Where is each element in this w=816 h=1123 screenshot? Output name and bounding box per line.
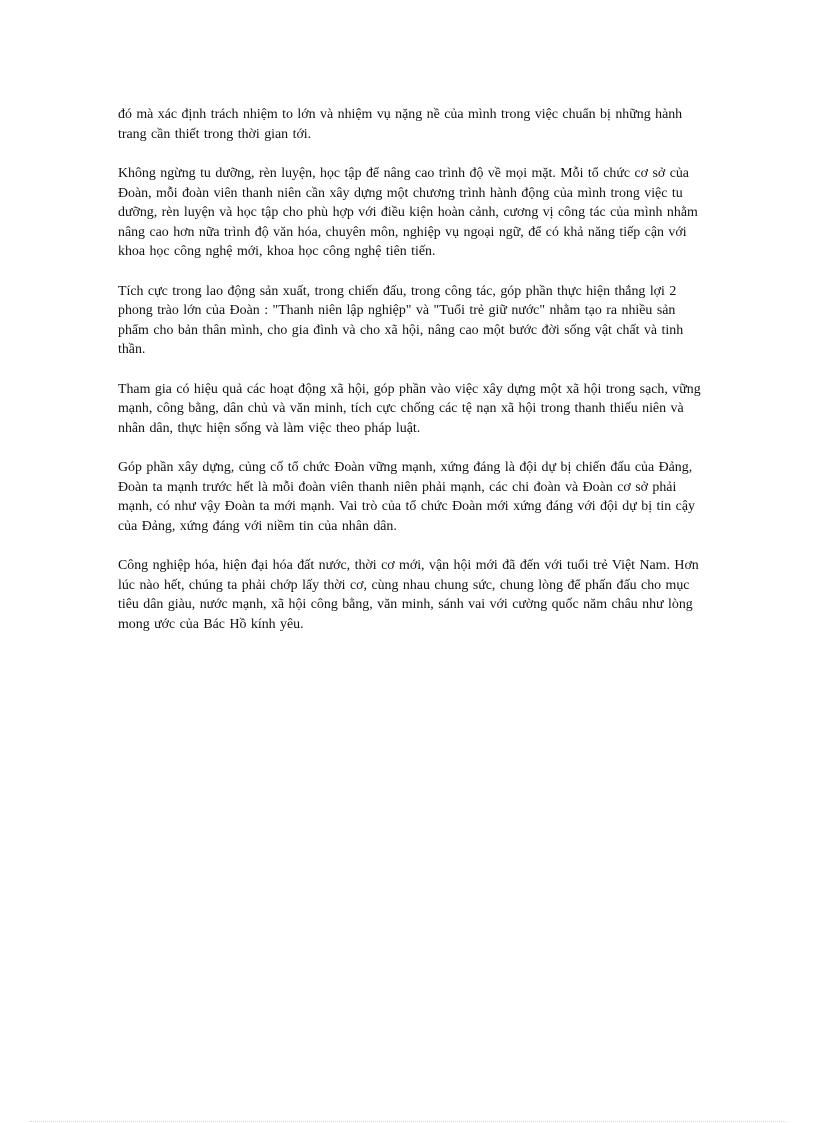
paragraph-5: Góp phần xây dựng, củng cố tổ chức Đoàn vững mạnh, xứng đáng là đội dự bị chiến đấu của Đảng, Đoàn ta mạnh trước hết là mỗi đoàn viên thanh niên phải mạnh, các chi đoàn và Đoàn cơ sở phải mạnh, có như vậy Đoàn ta mới mạnh. Vai trò của tổ chức Đoàn mới xứng đáng với đội dự bị tin cậy của Đảng, xứng đáng với niềm tin của nhân dân. [118, 460, 695, 534]
document-body [118, 105, 703, 654]
paragraph-4: Tham gia có hiệu quả các hoạt động xã hội, góp phần vào việc xây dựng một xã hội trong sạch, vững mạnh, công bằng, dân chủ và văn minh, tích cực chống các tệ nạn xã hội trong thanh thiếu niên và nhân dân, thực hiện sống và làm việc theo pháp luật. [118, 381, 701, 436]
paragraph-1: đó mà xác định trách nhiệm to lớn và nhiệm vụ nặng nề của mình trong việc chuẩn bị những hành trang cần thiết trong thời gian tới. [118, 107, 683, 142]
paragraph-2: Không ngừng tu dưỡng, rèn luyện, học tập để nâng cao trình độ về mọi mặt. Mỗi tổ chức cơ sở của Đoàn, mỗi đoàn viên thanh niên cần xây dựng một chương trình hành động của mình trong việc tu dưỡng, rèn luyện và học tập cho phù hợp với điều kiện hoàn cảnh, cương vị công tác của mình nhằm nâng cao hơn nữa trình độ văn hóa, chuyên môn, nghiệp vụ ngoại ngữ, để có khả năng tiếp cận với khoa học công nghệ mới, khoa học công nghệ tiên tiến. [118, 166, 698, 259]
page-bottom-edge [30, 1121, 786, 1122]
paragraph-6: Công nghiệp hóa, hiện đại hóa đất nước, thời cơ mới, vận hội mới đã đến với tuổi trẻ Việt Nam. Hơn lúc nào hết, chúng ta phải chớp lấy thời cơ, cùng nhau chung sức, chung lòng để phấn đấu cho mục tiêu dân giàu, nước mạnh, xã hội công bằng, văn minh, sánh vai với cường quốc năm châu như lòng mong ước của Bác Hồ kính yêu. [118, 558, 699, 632]
paragraph-3: Tích cực trong lao động sản xuất, trong chiến đấu, trong công tác, góp phần thực hiện thắng lợi 2 phong trào lớn của Đoàn : "Thanh niên lập nghiệp" và "Tuổi trẻ giữ nước" nhằm tạo ra nhiều sản phẩm cho bản thân mình, cho gia đình và cho xã hội, nâng cao một bước đời sống vật chất và tinh thần. [118, 283, 684, 357]
